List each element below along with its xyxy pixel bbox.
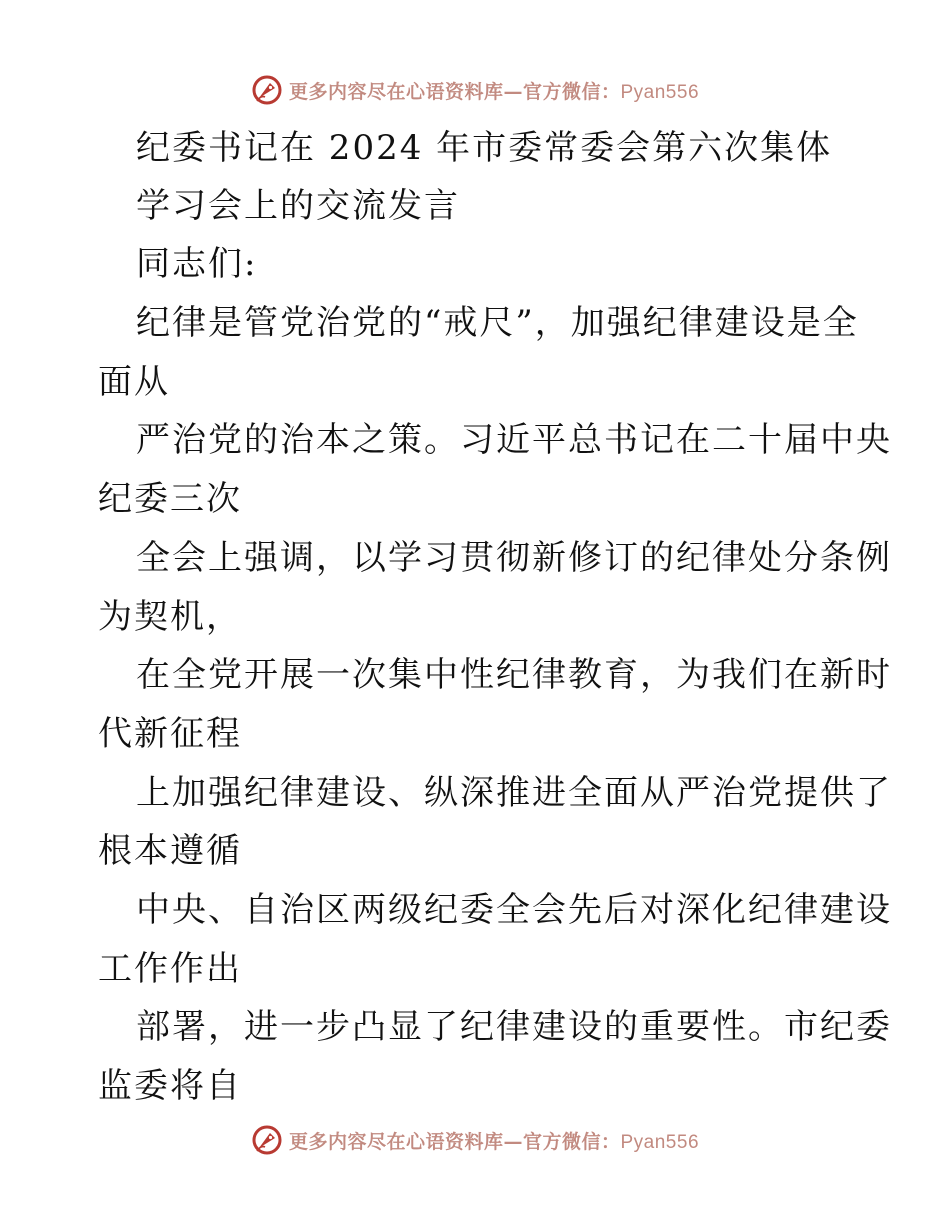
- doc-salutation: 同志们:: [136, 244, 258, 284]
- doc-line: 在全党开展一次集中性纪律教育，为我们在新时: [136, 655, 892, 695]
- doc-line: 为契机，: [98, 597, 242, 637]
- doc-line: 上加强纪律建设、纵深推进全面从严治党提供了: [136, 773, 892, 813]
- doc-line: 部署，进一步凸显了纪律建设的重要性。市纪委: [136, 1007, 892, 1047]
- header-banner-id: Pyan556: [620, 81, 700, 103]
- pen-nib-logo-icon: [251, 1124, 283, 1156]
- doc-line: 全会上强调，以学习贯彻新修订的纪律处分条例: [136, 538, 892, 578]
- doc-title-line-2: 学习会上的交流发言: [136, 186, 460, 226]
- footer-banner-text: 更多内容尽在心语资料库—官方微信：Pyan556: [288, 1130, 700, 1153]
- doc-line: 监委将自: [98, 1066, 242, 1106]
- doc-line: 纪委三次: [98, 479, 242, 519]
- header-banner-text: 更多内容尽在心语资料库—官方微信：Pyan556: [288, 80, 700, 103]
- doc-line: 代新征程: [98, 714, 242, 754]
- footer-banner: [0, 1120, 950, 1160]
- doc-line: 纪律是管党治党的“戒尺”，加强纪律建设是全: [136, 303, 859, 343]
- doc-title-line-1: 纪委书记在 2024 年市委常委会第六次集体: [136, 128, 833, 168]
- doc-line: 严治党的治本之策。习近平总书记在二十届中央: [136, 420, 892, 460]
- doc-line: 中央、自治区两级纪委全会先后对深化纪律建设: [136, 890, 892, 930]
- doc-line: 工作作出: [98, 949, 242, 989]
- doc-line: 面从: [98, 362, 170, 402]
- footer-banner-id: Pyan556: [620, 1131, 700, 1153]
- doc-line: 根本遵循: [98, 831, 242, 871]
